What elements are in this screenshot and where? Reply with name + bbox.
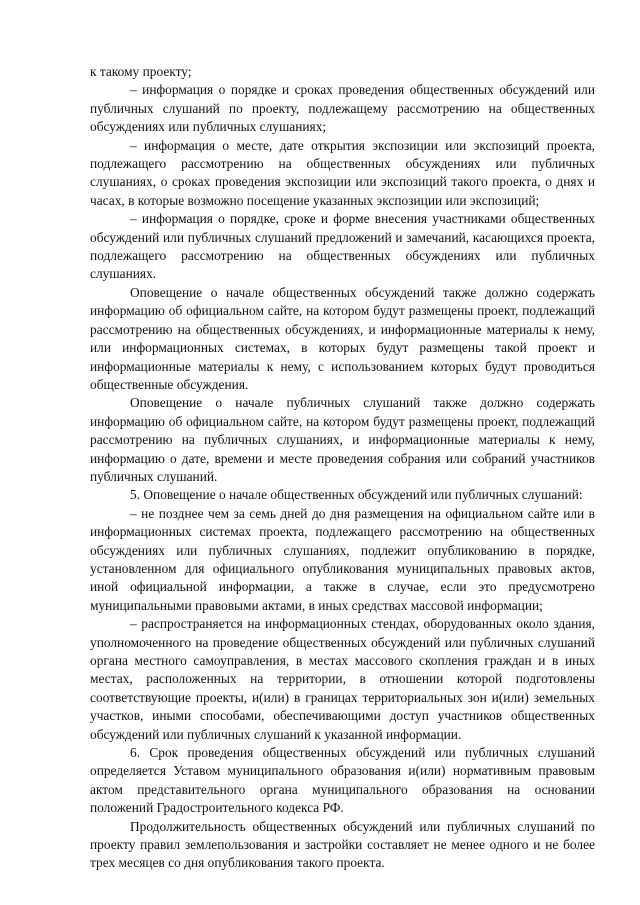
paragraph-hearings-notice: Оповещение о начале публичных слушаний также должно содержать информацию об официальном сайте, на котором будут размещены проект, подлежащий рассмотрению на публичных слушаниях, и информационные материалы к нему, информацию о дате, времени и месте проведения собрания или собраний участников публичных слушаний.: [90, 395, 595, 484]
paragraph-duration: Продолжительность общественных обсуждений или публичных слушаний по проекту правил землепользования и застройки составляет не менее одного и не более трех месяцев со дня опубликования такого проекта.: [90, 818, 595, 871]
section-5-heading: 5. Оповещение о начале общественных обсуждений или публичных слушаний:: [130, 487, 583, 503]
list-item-publication: – не позднее чем за семь дней до дня размещения на официальном сайте или в информационных системах проекта, подлежащего рассмотрению на общественных обсуждениях или публичных слушаниях, подлежит опубликованию в порядке, установленном для официального опубликования муниципальных правовых актов, иной официальной информации, а также в случае, если это предусмотрено муниципальными правовыми актами, в иных средствах массовой информации;: [90, 505, 595, 613]
list-item-procedure-info: – информация о порядке и сроках проведения общественных обсуждений или публичных слушаний по проекту, подлежащему рассмотрению на общественных обсуждениях или публичных слушаниях;: [90, 82, 595, 135]
paragraph-discussions-notice: Оповещение о начале общественных обсуждений также должно содержать информацию об официальном сайте, на котором будут размещены проект, подлежащий рассмотрению на общественных обсуждениях, и информационные материалы к нему, или информационных системах, в которых будут размещены такой проект и информационные материалы к нему, с использованием которых будут проводиться общественные обсуждения.: [90, 284, 595, 392]
section-6-paragraph: 6. Срок проведения общественных обсуждений или публичных слушаний определяется Уставом муниципального образования и(или) нормативным правовым актом представительного органа муниципального образования на основании положений Градостроительного кодекса РФ.: [90, 745, 595, 816]
list-item-proposals-info: – информация о порядке, сроке и форме внесения участниками общественных обсуждений или публичных слушаний предложений и замечаний, касающихся проекта, подлежащего рассмотрению на общественных обсуждениях или публичных слушаниях.: [90, 211, 595, 282]
paragraph-continuation: к такому проекту;: [90, 64, 192, 79]
list-item-exposition-info: – информация о месте, дате открытия экспозиции или экспозиций проекта, подлежащего рассмотрению на общественных обсуждениях или публичных слушаниях, о сроках проведения экспозиции или экспозиций такого проекта, о днях и часах, в которые возможно посещение указанных экспозиции или экспозиций;: [90, 137, 595, 208]
list-item-distribution: – распространяется на информационных стендах, оборудованных около здания, уполномоченного на проведение общественных обсуждений или публичных слушаний органа местного самоуправления, в местах массового скопления граждан и в иных местах, расположенных на территории, в отношении которой подготовлены соответствующие проекты, и(или) в границах территориальных зон и(или) земельных участков, иными способами, обеспечивающими доступ участников общественных обсуждений или публичных слушаний к указанной информации.: [90, 616, 595, 742]
document-page: [90, 63, 595, 873]
